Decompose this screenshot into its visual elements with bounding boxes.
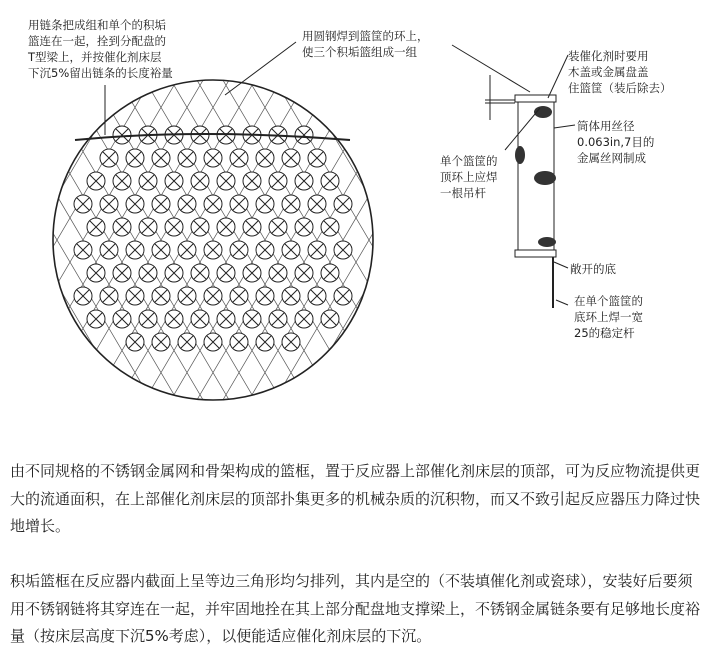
basket-circle	[191, 264, 209, 282]
basket-circle	[308, 149, 326, 167]
basket-circle	[165, 172, 183, 190]
svg-text:25的稳定杆: 25的稳定杆	[574, 326, 635, 340]
basket-circle	[100, 195, 118, 213]
basket-circle	[256, 149, 274, 167]
basket-circle	[321, 172, 339, 190]
paragraph-1: 由不同规格的不锈钢金属网和骨架构成的篮框，置于反应器上部催化剂床层的顶部，可为反应物流提供更大的流通面积，在上部催化剂床层的顶部扑集更多的机械杂质的沉积物，而又不致引起反应器压力降过快地增长。	[10, 462, 701, 535]
basket-circle	[165, 218, 183, 236]
basket-circle	[100, 241, 118, 259]
basket-circle	[334, 287, 352, 305]
basket-circle	[256, 287, 274, 305]
basket-circle	[139, 264, 157, 282]
basket-circle	[321, 218, 339, 236]
basket-circle	[191, 172, 209, 190]
basket-circle	[74, 195, 92, 213]
basket-circle	[243, 172, 261, 190]
basket-circle	[87, 218, 105, 236]
basket-circle	[152, 241, 170, 259]
svg-text:顶环上应焊: 顶环上应焊	[440, 170, 498, 184]
basket-circle	[256, 333, 274, 351]
basket-circle	[74, 287, 92, 305]
basket-circle	[100, 287, 118, 305]
basket-circle	[334, 195, 352, 213]
basket-circle	[139, 172, 157, 190]
basket-circle	[230, 195, 248, 213]
basket-circle	[230, 149, 248, 167]
svg-text:装催化剂时要用: 装催化剂时要用	[568, 49, 649, 63]
basket-circle	[204, 287, 222, 305]
basket-circle	[269, 310, 287, 328]
basket-circle	[204, 333, 222, 351]
svg-text:0.063in,7目的: 0.063in,7目的	[577, 135, 655, 149]
svg-text:T型梁上，并按催化剂床层: T型梁上，并按催化剂床层	[28, 50, 162, 64]
basket-circle	[191, 310, 209, 328]
net-line	[417, 0, 714, 440]
basket-circle	[204, 241, 222, 259]
svg-text:下沉5%留出链条的长度裕量: 下沉5%留出链条的长度裕量	[28, 66, 173, 80]
basket-circle	[165, 264, 183, 282]
single-basket	[485, 55, 575, 308]
basket-circle	[87, 264, 105, 282]
mesh-label	[577, 119, 654, 165]
net-line	[391, 0, 711, 440]
chain-label	[27, 18, 173, 80]
basket-circle	[295, 126, 313, 144]
basket-circle	[87, 310, 105, 328]
basket-circle	[74, 241, 92, 259]
basket-circle	[152, 195, 170, 213]
basket-circle	[126, 241, 144, 259]
net-line	[417, 0, 714, 440]
basket-circle	[113, 264, 131, 282]
basket-circle	[321, 310, 339, 328]
paragraph-2: 积垢篮框在反应器内截面上呈等边三角形均匀排列，其内是空的（不装填催化剂或瓷球），安装好后要须用不锈钢链将其穿连在一起，并牢固地拴在其上部分配盘地支撑梁上，不锈钢金属链条要有足够地长度裕量（按床层高度下沉5%考虑），以便能适应催化剂床层的下沉。	[10, 572, 701, 645]
basket-circle	[308, 195, 326, 213]
basket-circle	[282, 195, 300, 213]
basket-circle	[87, 172, 105, 190]
basket-circle	[230, 287, 248, 305]
svg-text:金属丝网制成: 金属丝网制成	[577, 151, 646, 165]
basket-circle	[295, 310, 313, 328]
basket-circle	[113, 172, 131, 190]
basket-circle	[126, 287, 144, 305]
basket-circle	[256, 241, 274, 259]
basket-circle	[308, 287, 326, 305]
basket-circle	[191, 218, 209, 236]
basket-circle	[217, 310, 235, 328]
basket-circle	[178, 333, 196, 351]
basket-circle	[217, 264, 235, 282]
basket-circle	[282, 149, 300, 167]
basket-circle	[295, 218, 313, 236]
basket-circle	[295, 264, 313, 282]
basket-circle	[178, 195, 196, 213]
basket-circle	[113, 126, 131, 144]
rod-label	[574, 294, 643, 340]
basket-circle	[243, 310, 261, 328]
basket-circle	[269, 218, 287, 236]
svg-text:木盖或金属盘盖: 木盖或金属盘盖	[568, 65, 649, 79]
basket-circle	[139, 218, 157, 236]
basket-circle	[165, 310, 183, 328]
net-line	[391, 0, 711, 440]
basket-circle	[334, 241, 352, 259]
net-line	[0, 0, 9, 440]
basket-circle	[178, 287, 196, 305]
svg-text:用圆钢焊到篮筐的环上，: 用圆钢焊到篮筐的环上，	[302, 29, 429, 43]
basket-circle	[282, 287, 300, 305]
basket-circle	[269, 264, 287, 282]
bottom-label: 敞开的底	[570, 262, 616, 276]
net-line	[0, 0, 9, 440]
basket-circle	[308, 241, 326, 259]
basket-circle	[100, 149, 118, 167]
basket-circle	[230, 241, 248, 259]
svg-text:底环上焊一宽: 底环上焊一宽	[574, 310, 643, 324]
basket-circle	[217, 172, 235, 190]
svg-text:一根吊杆: 一根吊杆	[440, 186, 486, 200]
basket-circle	[230, 333, 248, 351]
basket-circle	[243, 218, 261, 236]
basket-circle	[152, 287, 170, 305]
hanger-label	[440, 154, 498, 200]
basket-circle	[113, 310, 131, 328]
svg-text:在单个篮筐的: 在单个篮筐的	[574, 294, 643, 308]
leader-line	[452, 45, 530, 92]
basket-circle	[126, 333, 144, 351]
basket-circle	[282, 241, 300, 259]
basket-circle	[204, 195, 222, 213]
basket-circle	[243, 264, 261, 282]
basket-circle	[178, 241, 196, 259]
svg-text:单个篮筐的: 单个篮筐的	[440, 154, 498, 168]
basket-circle	[139, 310, 157, 328]
weld-label	[302, 29, 429, 59]
basket-circle	[321, 264, 339, 282]
svg-text:筒体用丝径: 筒体用丝径	[577, 119, 635, 133]
basket-circle	[282, 333, 300, 351]
basket-circle	[269, 172, 287, 190]
basket-circle	[295, 172, 313, 190]
svg-text:用链条把成组和单个的积垢: 用链条把成组和单个的积垢	[28, 18, 166, 32]
basket-circle	[204, 149, 222, 167]
basket-circle	[256, 195, 274, 213]
basket-circle	[126, 195, 144, 213]
basket-circle	[152, 149, 170, 167]
basket-circle	[113, 218, 131, 236]
basket-circle	[126, 149, 144, 167]
cover-label	[568, 49, 672, 95]
basket-circle	[217, 218, 235, 236]
svg-text:住篮筐（装后除去）: 住篮筐（装后除去）	[568, 81, 672, 95]
svg-text:篮连在一起，拴到分配盘的: 篮连在一起，拴到分配盘的	[28, 34, 166, 48]
basket-circle	[152, 333, 170, 351]
svg-text:使三个积垢篮组成一组: 使三个积垢篮组成一组	[302, 45, 417, 59]
basket-circle	[178, 149, 196, 167]
